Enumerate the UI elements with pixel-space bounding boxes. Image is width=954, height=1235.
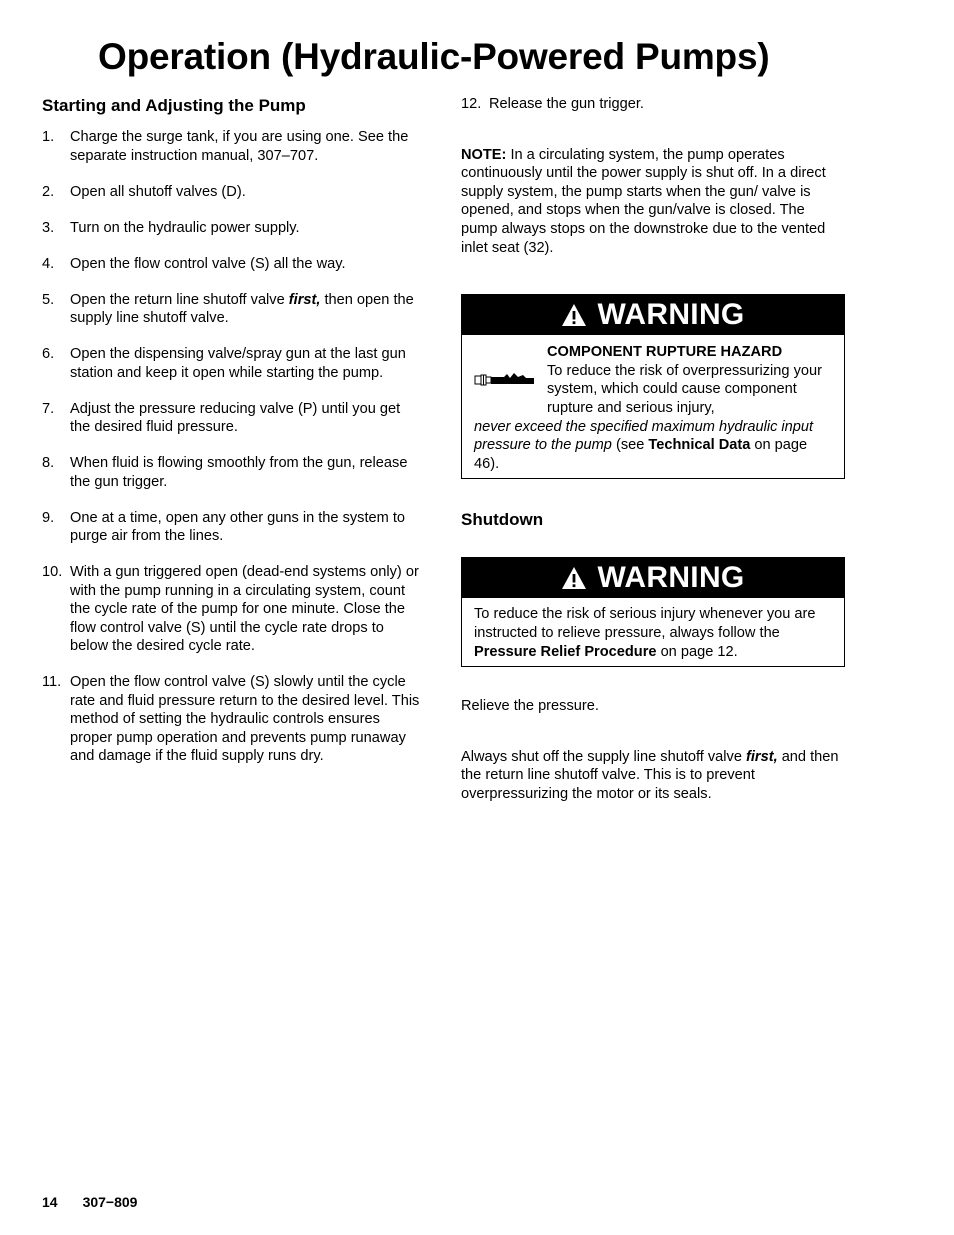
step-text: Turn on the hydraulic power supply. [70,219,300,236]
warning-body [462,335,844,478]
step-5 [42,291,422,328]
warning-header [462,558,844,598]
step-number: 9. [42,509,55,526]
step-6 [42,345,422,382]
warning-end: on page 12. [656,643,738,660]
step-12 [461,95,845,114]
step-1 [42,128,422,165]
step-number: 12. [461,96,482,112]
step-number: 3. [42,219,55,236]
step-7 [42,400,422,437]
warning-triangle-icon [561,303,587,327]
step-2 [42,183,422,202]
warning-body [462,598,844,666]
note-label: NOTE: [461,146,507,163]
step-text: Open the flow control valve (S) all the way. [70,255,346,272]
right-column [461,95,845,803]
starting-steps [42,128,422,766]
step-text: When fluid is flowing smoothly from the gun, release the gun trigger. [70,455,408,490]
step-number: 1. [42,129,55,145]
step-3 [42,219,422,238]
warning-label: WARNING [597,298,745,332]
step-text: Open the flow control valve (S) slowly until the cycle rate and fluid pressure return to the desired level. This method of setting the hydraulic controls ensures proper pump operation and prevents pump runaway and damage if the fluid supply runs dry. [70,674,420,764]
step-10 [42,563,422,656]
page-title: Operation (Hydraulic-Powered Pumps) [98,36,770,77]
relieve-paragraph: Relieve the pressure. [461,698,599,715]
hazard-after: (see [611,437,649,454]
hazard-title: COMPONENT RUPTURE HAZARD [547,344,783,361]
hose-rupture-icon [474,343,547,395]
warning-box-pressure [461,557,845,667]
step-number: 11. [42,674,62,690]
pressure-relief-ref: Pressure Relief Procedure [474,643,657,660]
step-number: 8. [42,455,55,471]
step-text: Adjust the pressure reducing valve (P) until you get the desired fluid pressure. [70,400,401,435]
hazard-end: on page 46). [474,437,808,472]
page-number: 14 [42,1194,58,1210]
step-text-pre: Open the return line shutoff valve [70,291,289,308]
hazard-text: To reduce the risk of overpressurizing your system, which could cause component rupture and serious injury, [547,362,822,416]
shutoff-pre: Always shut off the supply line shutoff valve [461,748,747,765]
step-text: Release the gun trigger. [489,96,644,112]
page-footer [42,1194,137,1210]
step-text: Charge the surge tank, if you are using one. See the separate instruction manual, 307–707. [70,129,409,164]
step-number: 6. [42,346,55,362]
step-text: One at a time, open any other guns in the system to purge air from the lines. [70,509,406,544]
step-8 [42,454,422,491]
step-number: 4. [42,255,55,272]
shutoff-emphasis: first, [746,748,778,765]
warning-label: WARNING [597,561,745,595]
warning-header [462,295,844,335]
note-paragraph [461,146,845,258]
warning-triangle-icon [561,566,587,590]
step-text: With a gun triggered open (dead-end systems only) or with the pump running in a circulating system, count the cycle rate of the pump for one minute. Close the flow control valve (S) until the cycle rate drops to below the desired cycle rate. [70,564,419,654]
hazard-continuation [474,418,832,474]
document-number: 307−809 [82,1194,138,1210]
hazard-emphasis: never exceed the specified maximum hydraulic input pressure to the pump [474,418,814,454]
step-text: Open the dispensing valve/spray gun at the last gun station and keep it open while starting the pump. [70,346,406,381]
shutoff-post: and then the return line shutoff valve. This is to prevent overpressurizing the motor or its seals. [461,748,839,802]
note-text: In a circulating system, the pump operates continuously until the power supply is shut off. In a direct supply system, the pump starts when the gun/ valve is opened, and stops when the gun/valve is closed. The pump always stops on the downstroke due to the vented inlet seat (32). [461,146,826,256]
step-4 [42,255,422,274]
step-emphasis: first, [288,291,321,308]
warning-box-rupture [461,294,845,479]
left-column [42,95,422,783]
technical-data-ref: Technical Data [648,437,751,454]
warning-text: To reduce the risk of serious injury whenever you are instructed to relieve pressure, always follow the [474,606,816,641]
step-11 [42,673,422,766]
step-text-post: then open the supply line shutoff valve. [70,291,414,326]
shutdown-heading: Shutdown [461,510,544,530]
step-number: 10. [42,564,63,580]
starting-heading: Starting and Adjusting the Pump [42,96,306,115]
shutoff-paragraph [461,748,845,804]
step-text: Open all shutoff valves (D). [70,183,246,200]
hazard-row [474,343,832,417]
step-number: 5. [42,291,55,308]
step-9 [42,509,422,546]
step-number: 2. [42,183,55,200]
step-number: 7. [42,400,55,417]
